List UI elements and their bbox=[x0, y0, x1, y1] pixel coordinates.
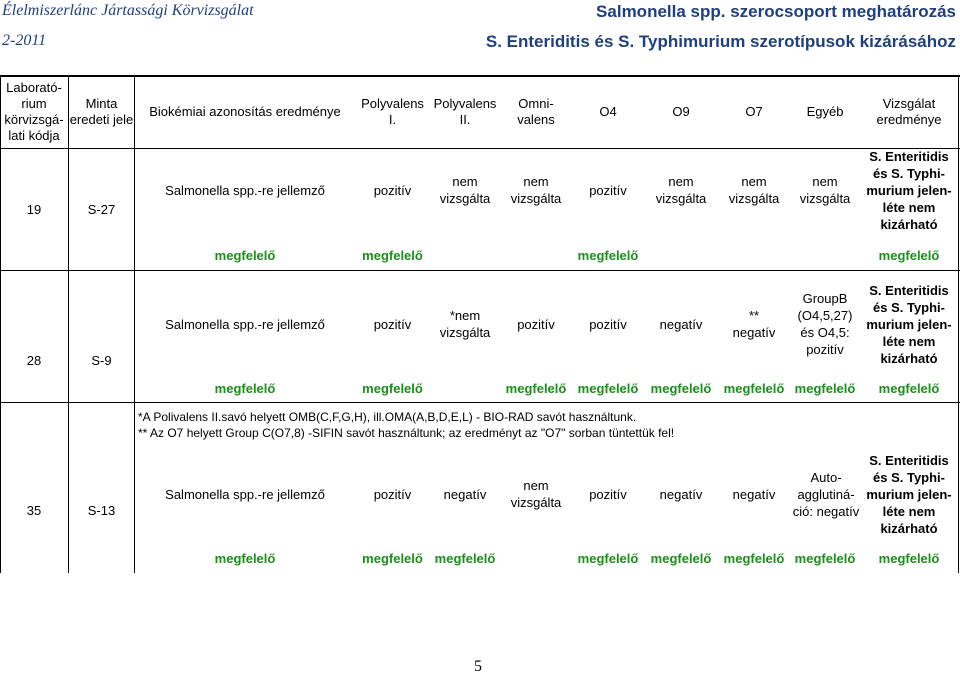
row1-biochem: Salmonella spp.-re jellemző bbox=[165, 182, 325, 198]
header-left-title: Élelmiszerlánc Jártassági Körvizsgálat bbox=[2, 2, 254, 19]
footnote-1: *A Polivalens II.savó helyett OMB(C,F,G,H), ill.OMA(A,B,D,E,L) - BIO-RAD savót használtunk. bbox=[138, 410, 637, 424]
row3-eval-result: megfelelő bbox=[878, 550, 940, 566]
row2-eval-o7: megfelelő bbox=[723, 380, 785, 396]
row1-eval-biochem: megfelelő bbox=[214, 247, 276, 263]
row2-eval-other: megfelelő bbox=[794, 380, 856, 396]
row3-eval-other: megfelelő bbox=[794, 550, 856, 566]
row2-bottom-border bbox=[0, 402, 960, 403]
row2-o7: ** negatív bbox=[732, 308, 776, 340]
row2-lab-code: 28 bbox=[26, 352, 42, 368]
col-divider-sample bbox=[134, 75, 135, 573]
row1-eval-poly1: megfelelő bbox=[362, 247, 423, 263]
row3-omni: nem vizsgálta bbox=[510, 478, 562, 510]
header-left-code: 2-2011 bbox=[2, 32, 47, 49]
col-header-o4: O4 bbox=[599, 104, 617, 119]
row2-o9: negatív bbox=[659, 316, 703, 332]
col-header-o7: O7 bbox=[745, 104, 763, 119]
col-header-sample: Minta eredeti jele bbox=[69, 96, 134, 127]
row1-o9: nem vizsgálta bbox=[655, 174, 707, 206]
row1-sample-code: S-27 bbox=[87, 201, 116, 217]
header-right-subtitle: S. Enteriditis és S. Typhimurium szerotípusok kizárásához bbox=[485, 32, 956, 51]
col-header-other: Egyéb bbox=[806, 104, 844, 119]
header-right-title: Salmonella spp. szerocsoport meghatározás bbox=[596, 2, 956, 21]
row1-eval-o4: megfelelő bbox=[577, 247, 639, 263]
page-number: 5 bbox=[474, 658, 482, 675]
row2-eval-poly1: megfelelő bbox=[362, 380, 423, 396]
row1-lab-code: 19 bbox=[26, 201, 42, 217]
row1-result: S. Enteritidis és S. Typhi- murium jelen- léte nem kizárható bbox=[866, 148, 952, 232]
row1-eval-result: megfelelő bbox=[878, 247, 940, 263]
col-header-polyvalens-1: Polyvalens I. bbox=[361, 96, 424, 127]
row2-result: S. Enteritidis és S. Typhi- murium jelen- léte nem kizárható bbox=[866, 282, 952, 366]
row3-o7: negatív bbox=[732, 486, 776, 502]
row2-eval-o9: megfelelő bbox=[650, 380, 712, 396]
row3-eval-o9: megfelelő bbox=[650, 550, 712, 566]
row3-eval-biochem: megfelelő bbox=[214, 550, 276, 566]
row3-o9: negatív bbox=[659, 486, 703, 502]
col-header-omnivalens: Omni- valens bbox=[517, 96, 555, 127]
col-header-lab: Laborató- rium körvizsgá- lati kódja bbox=[4, 80, 64, 143]
row3-poly2: negatív bbox=[443, 486, 487, 502]
row2-eval-result: megfelelő bbox=[878, 380, 940, 396]
row2-biochem: Salmonella spp.-re jellemző bbox=[165, 316, 325, 332]
row3-eval-o4: megfelelő bbox=[577, 550, 639, 566]
row3-other: Auto- agglutiná- ció: negatív bbox=[792, 469, 860, 519]
row2-o4: pozitív bbox=[589, 316, 627, 332]
row2-sample-code: S-9 bbox=[91, 352, 112, 368]
row3-sample-code: S-13 bbox=[87, 502, 116, 518]
col-header-o9: O9 bbox=[672, 104, 690, 119]
row1-o4: pozitív bbox=[589, 182, 627, 198]
row3-poly1: pozitív bbox=[373, 486, 412, 502]
row3-result: S. Enteritidis és S. Typhi- murium jelen- léte nem kizárható bbox=[866, 452, 952, 536]
col-header-biochem: Biokémiai azonosítás eredménye bbox=[149, 104, 341, 119]
row2-poly2: *nem vizsgálta bbox=[439, 308, 491, 340]
row1-poly2: nem vizsgálta bbox=[439, 174, 491, 206]
col-header-result: Vizsgálat eredménye bbox=[876, 96, 942, 127]
row2-omni: pozitív bbox=[517, 316, 555, 332]
row1-omni: nem vizsgálta bbox=[510, 174, 562, 206]
row2-eval-o4: megfelelő bbox=[577, 380, 639, 396]
row3-eval-o7: megfelelő bbox=[723, 550, 785, 566]
row3-eval-poly2: megfelelő bbox=[434, 550, 496, 566]
row2-eval-biochem: megfelelő bbox=[214, 380, 276, 396]
row2-eval-omni: megfelelő bbox=[505, 380, 567, 396]
footnote-2: ** Az O7 helyett Group C(O7,8) -SIFIN savót használtunk; az eredményt az "O7" sorban tüntettük fel! bbox=[138, 426, 675, 440]
row1-o7: nem vizsgálta bbox=[728, 174, 780, 206]
right-border bbox=[958, 75, 959, 573]
header-bottom-border bbox=[0, 148, 960, 149]
row3-lab-code: 35 bbox=[26, 502, 42, 518]
row1-other: nem vizsgálta bbox=[799, 174, 851, 206]
col-header-polyvalens-2: Polyvalens II. bbox=[433, 96, 497, 127]
row1-poly1: pozitív bbox=[373, 182, 412, 198]
row2-other: GroupB (O4,5,27) és O4,5: pozitív bbox=[797, 291, 853, 357]
row2-poly1: pozitív bbox=[373, 316, 412, 332]
row3-o4: pozitív bbox=[589, 486, 627, 502]
row3-eval-poly1: megfelelő bbox=[362, 550, 423, 566]
row1-bottom-border bbox=[0, 270, 960, 271]
row3-biochem: Salmonella spp.-re jellemző bbox=[165, 486, 325, 502]
